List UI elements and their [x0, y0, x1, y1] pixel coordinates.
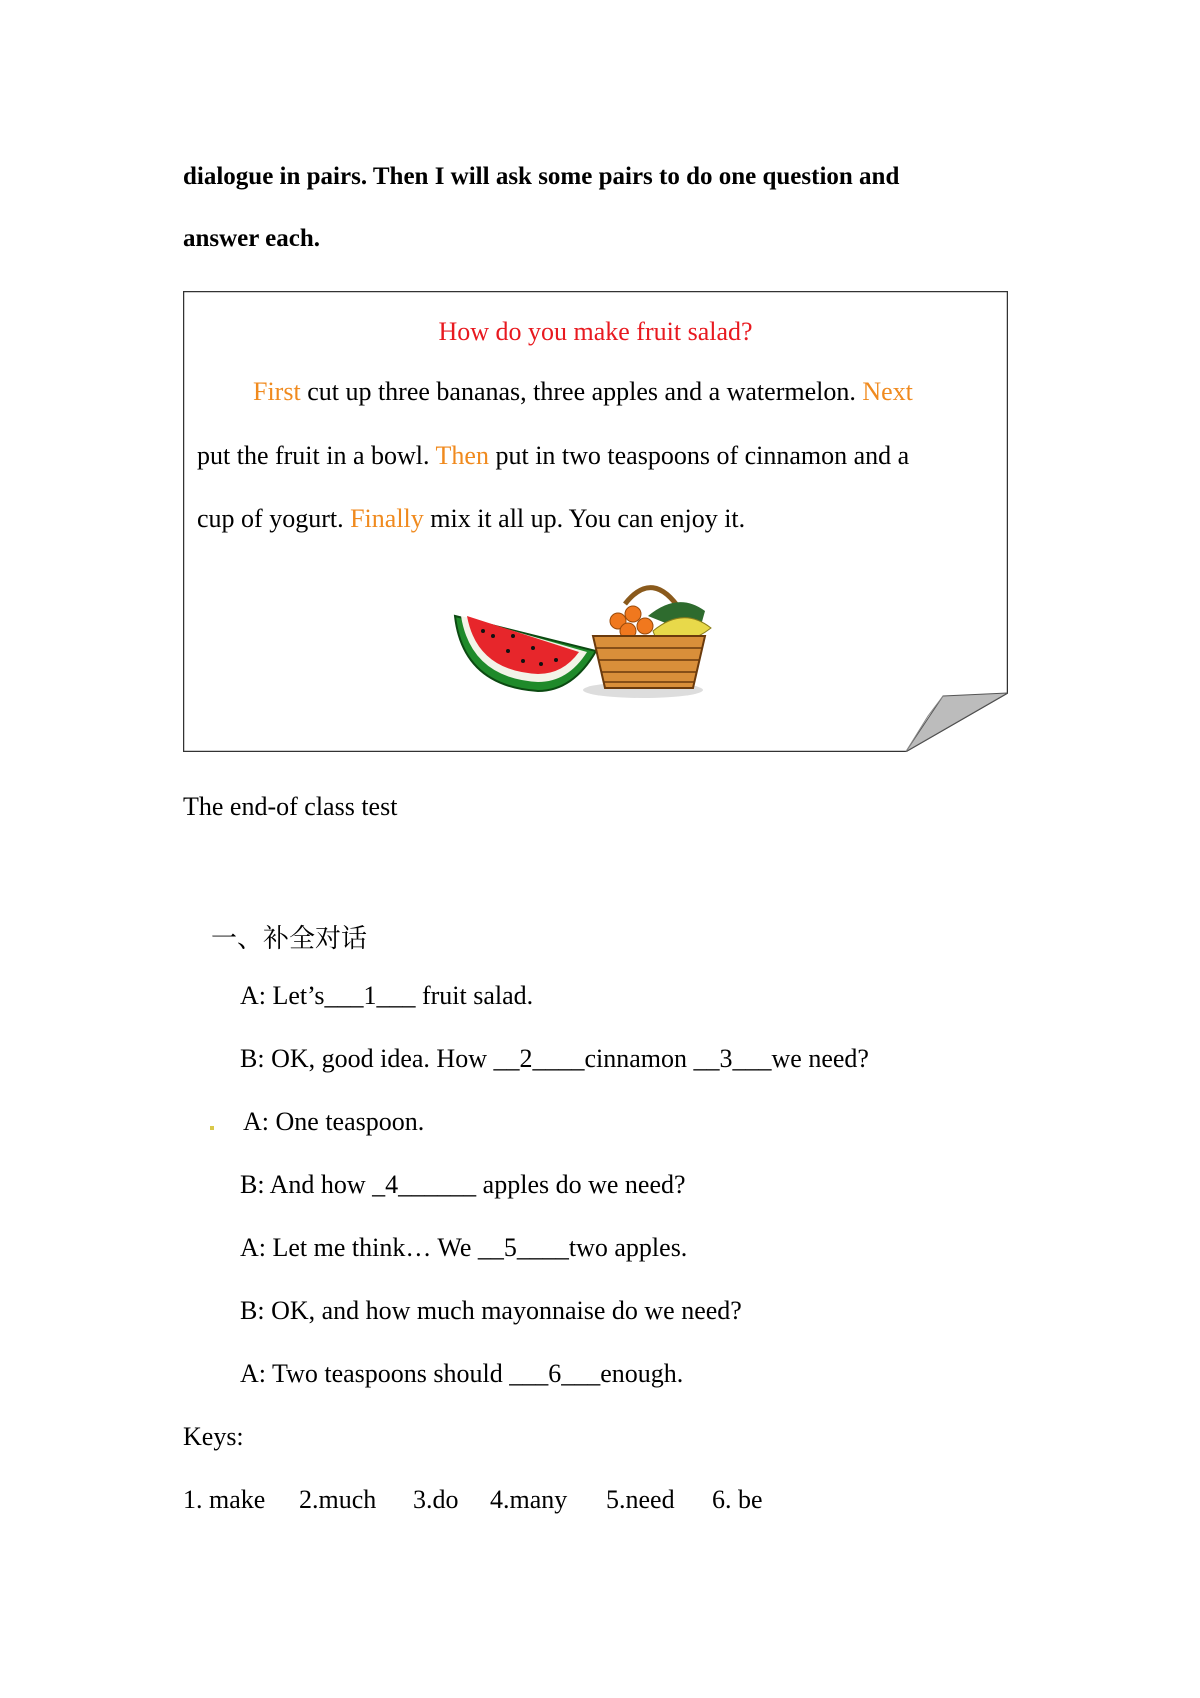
recipe-card: [183, 291, 1008, 752]
dialogue-line: A: Two teaspoons should ___6___enough.: [240, 1359, 684, 1388]
fruit-basket-icon: [583, 588, 711, 698]
card-line-2: put the fruit in a bowl. Then put in two teaspoons of cinnamon and a: [197, 441, 910, 470]
card-line-1: First cut up three bananas, three apples and a watermelon. Next: [253, 377, 913, 406]
keys-label: Keys:: [183, 1422, 244, 1451]
keyword-next: Next: [862, 377, 913, 406]
card-title: How do you make fruit salad?: [438, 317, 753, 346]
answer-key: 4.many: [490, 1485, 568, 1514]
intro-line-2: answer each.: [183, 225, 321, 252]
dialogue-line: A: Let me think… We __5____two apples.: [240, 1233, 688, 1262]
dialogue-line: B: OK, and how much mayonnaise do we need?: [240, 1296, 742, 1325]
watermelon-icon: [455, 616, 596, 691]
section-title: 一、补全对话: [211, 924, 368, 953]
dialogue-line: B: OK, good idea. How __2____cinnamon __3___we need?: [240, 1044, 869, 1073]
keyword-finally: Finally: [350, 504, 424, 533]
card-line-3: cup of yogurt. Finally mix it all up. You can enjoy it.: [197, 504, 746, 533]
intro-line-1: dialogue in pairs. Then I will ask some pairs to do one question and: [183, 163, 900, 190]
stray-mark: [210, 1126, 214, 1130]
keyword-then: Then: [435, 441, 489, 470]
fruit-illustration: [453, 576, 728, 701]
dialogue-line: A: Let’s___1___ fruit salad.: [240, 981, 534, 1010]
test-heading: The end-of class test: [183, 792, 398, 821]
answer-key: 3.do: [413, 1485, 459, 1514]
answer-key: 2.much: [299, 1485, 377, 1514]
dialogue-line: A: One teaspoon.: [243, 1107, 425, 1136]
answer-key: 6. be: [712, 1485, 763, 1514]
dialogue-line: B: And how _4______ apples do we need?: [240, 1170, 686, 1199]
keyword-first: First: [253, 377, 301, 406]
answer-key: 5.need: [606, 1485, 675, 1514]
answer-key: 1. make: [183, 1485, 266, 1514]
